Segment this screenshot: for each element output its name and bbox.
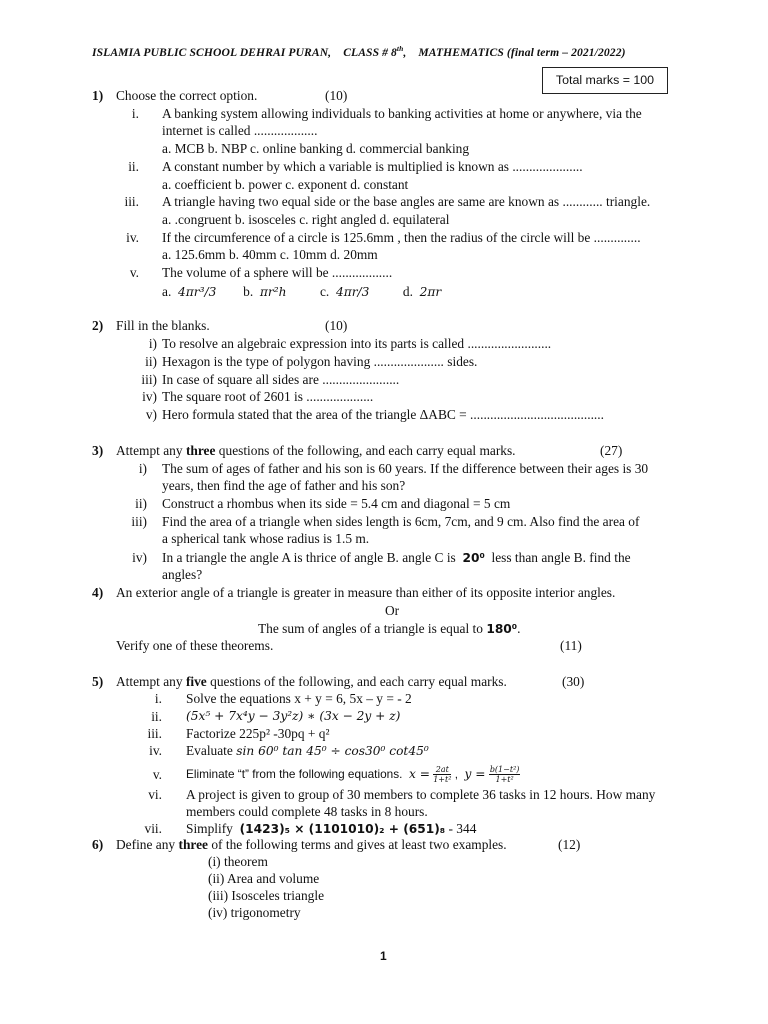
q3-item-text: years, then find the age of father and his son?	[162, 478, 406, 493]
math-formula: 20⁰	[462, 551, 485, 565]
q1-item-text: A constant number by which a variable is multiplied is known as .....................	[162, 159, 583, 174]
q5-item-number: i.	[154, 691, 162, 706]
q5-item-text: Evaluate sin 60⁰ tan 45⁰ ÷ cos30⁰ cot45⁰	[186, 743, 429, 758]
q5-title: Attempt any five questions of the following, and each carry equal marks.	[116, 674, 507, 689]
q2-item-text: Hexagon is the type of polygon having ..................... sides.	[162, 354, 478, 369]
q2-item-number: ii)	[145, 354, 157, 369]
q6-number: 6)	[92, 837, 104, 852]
fraction: $\frac{\text{b(1−t²)}}{\text{1+t²}}$	[489, 765, 520, 785]
q1-item-options: a. .congruent b. isosceles c. right angled d. equilateral	[162, 212, 450, 227]
q1-item-number: iii.	[124, 194, 139, 209]
q3-title: Attempt any three questions of the following, and each carry equal marks.	[116, 443, 516, 458]
q1-item-number: v.	[129, 265, 139, 280]
q1-item-options: a. 4πr³/3 b. πr²h c. 4πr/3 d. 2πr	[162, 284, 442, 299]
q4-or: Or	[385, 603, 400, 618]
q5-item-text: Simplify (1423)₅ × (1101010)₂ + (651)₈ - 344	[186, 821, 477, 836]
q1-title: Choose the correct option.	[116, 88, 258, 103]
math-formula: 180⁰	[486, 622, 518, 636]
q2-item-number: iv)	[142, 389, 157, 404]
q5-item-number: iii.	[147, 726, 162, 741]
q1-item-number: ii.	[128, 159, 139, 174]
q6-item: (i) theorem	[208, 854, 268, 869]
q5-item-number: ii.	[151, 709, 162, 724]
q5-item-formula: (5x⁵ + 7x⁴y − 3y²z) ∗ (3x − 2y + z)	[186, 709, 401, 723]
math-formula: 2πr	[419, 285, 442, 299]
q2-title: Fill in the blanks.	[116, 318, 210, 333]
total-marks-box: Total marks = 100	[542, 67, 668, 94]
q3-item-text: The sum of ages of father and his son is 60 years. If the difference between their ages is 30	[162, 461, 649, 476]
q2-item-number: iii)	[141, 372, 157, 387]
class-label: CLASS # 8th,	[343, 44, 407, 59]
q2-item-text: In case of square all sides are .......................	[162, 372, 400, 387]
school-name: ISLAMIA PUBLIC SCHOOL DEHRAI PURAN,	[92, 46, 332, 59]
q5-number: 5)	[92, 674, 104, 689]
q1-number: 1)	[92, 88, 104, 103]
q3-item-text: a spherical tank whose radius is 1.5 m.	[162, 531, 370, 546]
q2-item-text: Hero formula stated that the area of the triangle ΔABC = ........................................	[162, 407, 604, 422]
math-formula: 4πr/3	[335, 285, 370, 299]
q3-item-number: iv)	[132, 550, 147, 565]
subject-label: MATHEMATICS (final term – 2021/2022)	[418, 46, 626, 59]
q2-item-number: v)	[145, 407, 157, 422]
q1-item-options: a. MCB b. NBP c. online banking d. commercial banking	[162, 141, 470, 156]
q1-item-options: a. 125.6mm b. 40mm c. 10mm d. 20mm	[162, 247, 378, 262]
q2-item-text: To resolve an algebraic expression into its parts is called .........................	[162, 336, 552, 351]
math-formula: (1423)₅ × (1101010)₂ + (651)₈	[239, 822, 446, 836]
q5-item-text: A project is given to group of 30 members to complete 36 tasks in 12 hours. How many	[186, 787, 656, 802]
q5-item-number: iv.	[149, 743, 162, 758]
q3-item-number: iii)	[131, 514, 147, 529]
q4-marks: (11)	[560, 638, 582, 653]
q6-item: (iv) trigonometry	[208, 905, 301, 920]
q5-item-text: Factorize 225p² -30pq + q²	[186, 726, 330, 741]
q6-item: (ii) Area and volume	[208, 871, 320, 886]
q3-number: 3)	[92, 443, 104, 458]
math-formula: 4πr³/3	[178, 285, 217, 299]
q3-item-text: In a triangle the angle A is thrice of angle B. angle C is 20⁰ less than angle B. find the	[162, 550, 631, 565]
q5-item-text: Eliminate “t” from the following equations. x = $\frac{2at}{\text{1+t²}}$ , y = $\frac{\text{b(1−t²)}}{\text{1+t²}}$	[186, 765, 520, 785]
q3-item-text: angles?	[162, 567, 203, 582]
q4-text: An exterior angle of a triangle is greater in measure than either of its opposite interior angles.	[116, 585, 616, 600]
page-number: 1	[380, 949, 387, 963]
q6-item: (iii) Isosceles triangle	[208, 888, 325, 903]
math-formula: πr²h	[259, 285, 287, 299]
q5-item-text: Solve the equations x + y = 6, 5x – y = - 2	[186, 691, 412, 706]
q2-item-number: i)	[148, 336, 157, 351]
q1-item-number: iv.	[126, 230, 139, 245]
q1-item-text: A banking system allowing individuals to banking activities at home or anywhere, via the	[162, 106, 642, 121]
q3-item-number: i)	[138, 461, 147, 476]
q4-instruction: Verify one of these theorems.	[116, 638, 274, 653]
q5-marks: (30)	[562, 674, 585, 689]
fraction: $\frac{2at}{\text{1+t²}}$	[433, 765, 452, 785]
exam-header	[92, 44, 626, 62]
q1-item-options: a. coefficient b. power c. exponent d. constant	[162, 177, 409, 192]
q5-item-text: members could complete 48 tasks in 8 hours.	[186, 804, 428, 819]
q1-item-text: internet is called ...................	[162, 123, 318, 138]
q6-title: Define any three of the following terms and gives at least two examples.	[116, 837, 507, 852]
q3-item-text: Construct a rhombus when its side = 5.4 cm and diagonal = 5 cm	[162, 496, 511, 511]
q2-marks: (10)	[325, 318, 348, 333]
q1-marks: (10)	[325, 88, 348, 103]
q2-number: 2)	[92, 318, 104, 333]
q5-item-number: vi.	[148, 787, 162, 802]
q1-item-text: The volume of a sphere will be ..................	[162, 265, 393, 280]
q3-item-text: Find the area of a triangle when sides length is 6cm, 7cm, and 9 cm. Also find the area of	[162, 514, 640, 529]
q6-marks: (12)	[558, 837, 581, 852]
q1-item-text: A triangle having two equal side or the base angles are same are known as ............ triangle.	[162, 194, 651, 209]
q1-item-text: If the circumference of a circle is 125.6mm , then the radius of the circle will be ..............	[162, 230, 641, 245]
math-formula: sin 60⁰ tan 45⁰ ÷ cos30⁰ cot45⁰	[236, 744, 429, 758]
q4-text: The sum of angles of a triangle is equal to 180⁰.	[258, 621, 521, 636]
q1-item-number: i.	[131, 106, 139, 121]
q5-item-number: v.	[152, 767, 162, 782]
q5-item-number: vii.	[144, 821, 162, 836]
q4-number: 4)	[92, 585, 104, 600]
q3-marks: (27)	[600, 443, 623, 458]
q3-item-number: ii)	[135, 496, 147, 511]
q2-item-text: The square root of 2601 is ....................	[162, 389, 374, 404]
